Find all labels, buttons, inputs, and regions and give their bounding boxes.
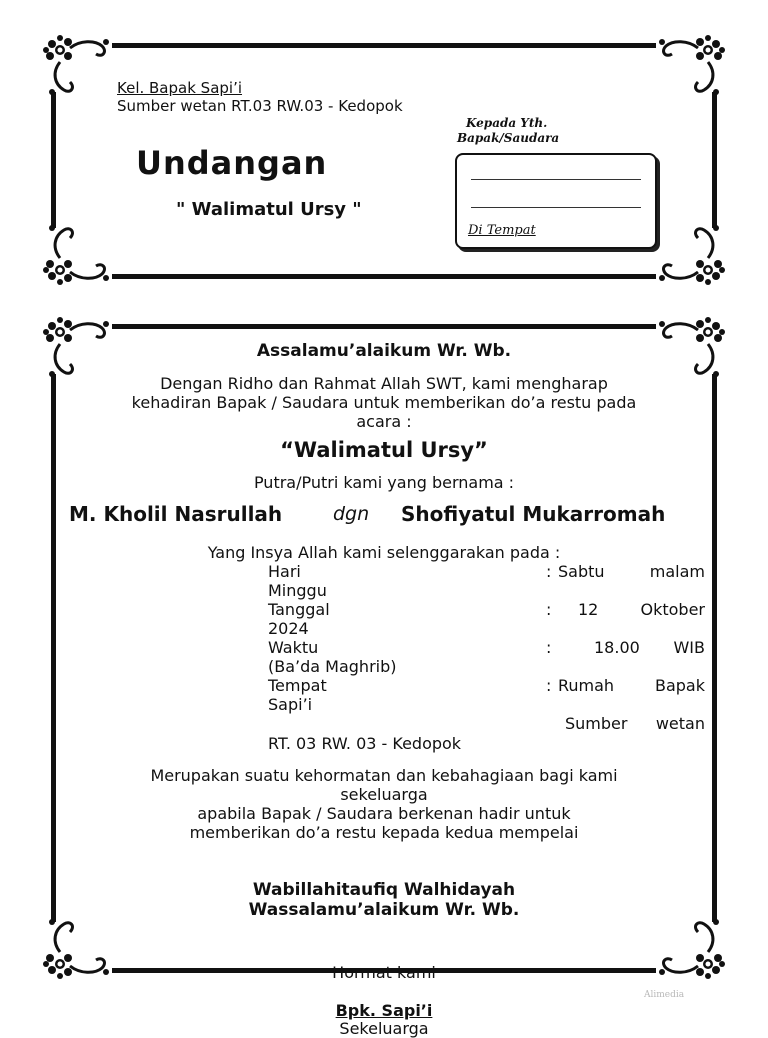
frame-border-left: [51, 92, 56, 228]
detail-label: Tempat: [268, 676, 327, 695]
farewell-line: Wabillahitaufiq Walhidayah: [252, 880, 516, 900]
recipient-name-line: [471, 179, 641, 180]
frame-border-bottom: [112, 274, 656, 279]
signature-name: Bpk. Sapi’i: [335, 1001, 433, 1020]
regards-text: Hormat kami: [332, 963, 436, 982]
closing-line: apabila Bapak / Saudara berkenan hadir untuk: [197, 804, 571, 823]
detail-value-continuation: 2024: [268, 619, 309, 638]
recipient-address-line: [471, 207, 641, 208]
detail-colon: :: [546, 638, 552, 657]
sender-address: Sumber wetan RT.03 RW.03 - Kedopok: [117, 97, 403, 115]
farewell-line: Wassalamu’alaikum Wr. Wb.: [248, 900, 520, 920]
intro-line: Dengan Ridho dan Rahmat Allah SWT, kami mengharap: [160, 374, 608, 393]
envelope-subtitle: " Walimatul Ursy ": [176, 199, 362, 220]
detail-colon: :: [546, 676, 552, 695]
recipient-address-box: [455, 153, 657, 249]
family-name: Kel. Bapak Sapi’i: [117, 79, 243, 97]
children-intro: Putra/Putri kami yang bernama :: [253, 473, 515, 492]
schedule-intro: Yang Insya Allah kami selenggarakan pada :: [207, 543, 561, 562]
recipient-place: Di Tempat: [468, 223, 536, 238]
signature-below: Sekeluarga: [339, 1019, 429, 1038]
groom-name: M. Kholil Nasrullah: [69, 502, 283, 526]
detail-row-date: [268, 600, 705, 638]
frame-border-top: [112, 324, 656, 329]
closing-line: sekeluarga: [340, 785, 428, 804]
detail-value-continuation: Sapi’i: [268, 695, 313, 714]
greeting: Assalamu’alaikum Wr. Wb.: [256, 341, 512, 361]
detail-label: Waktu: [268, 638, 319, 657]
intro-line: acara :: [356, 412, 412, 431]
floral-ornament-icon: [650, 30, 728, 98]
frame-border-right: [712, 92, 717, 228]
bride-name: Shofiyatul Mukarromah: [401, 502, 666, 526]
detail-colon: :: [546, 562, 552, 581]
name-connector: dgn: [333, 503, 370, 525]
detail-value: Sabtu malam: [558, 562, 705, 581]
detail-colon: :: [546, 600, 552, 619]
recipient-header: Kepada Yth.: [466, 116, 548, 130]
detail-value: 12 Oktober: [578, 600, 705, 619]
venue-address: Sumber wetan: [565, 714, 705, 733]
detail-value-continuation: Minggu: [268, 581, 327, 600]
floral-ornament-icon: [40, 30, 118, 98]
watermark-text: Alimedia: [644, 990, 685, 1000]
detail-label: Tanggal: [268, 600, 330, 619]
intro-line: kehadiran Bapak / Saudara untuk memberikan do’a restu pada: [131, 393, 637, 412]
frame-border-top: [112, 43, 656, 48]
envelope-title: Undangan: [136, 144, 328, 182]
detail-row-day: [268, 562, 705, 600]
closing-line: memberikan do’a restu kepada kedua mempelai: [189, 823, 579, 842]
event-title: “Walimatul Ursy”: [280, 438, 488, 462]
detail-value: Rumah Bapak: [558, 676, 705, 695]
floral-ornament-icon: [40, 222, 118, 290]
detail-row-place: [268, 676, 705, 714]
detail-label: Hari: [268, 562, 301, 581]
floral-ornament-icon: [650, 222, 728, 290]
detail-value-continuation: (Ba’da Maghrib): [268, 657, 397, 676]
closing-line: Merupakan suatu kehormatan dan kebahagiaan bagi kami: [150, 766, 618, 785]
detail-value: 18.00 WIB: [594, 638, 705, 657]
detail-row-time: [268, 638, 705, 676]
venue-address: RT. 03 RW. 03 - Kedopok: [268, 734, 462, 753]
recipient-subheader: Bapak/Saudara: [457, 131, 560, 145]
